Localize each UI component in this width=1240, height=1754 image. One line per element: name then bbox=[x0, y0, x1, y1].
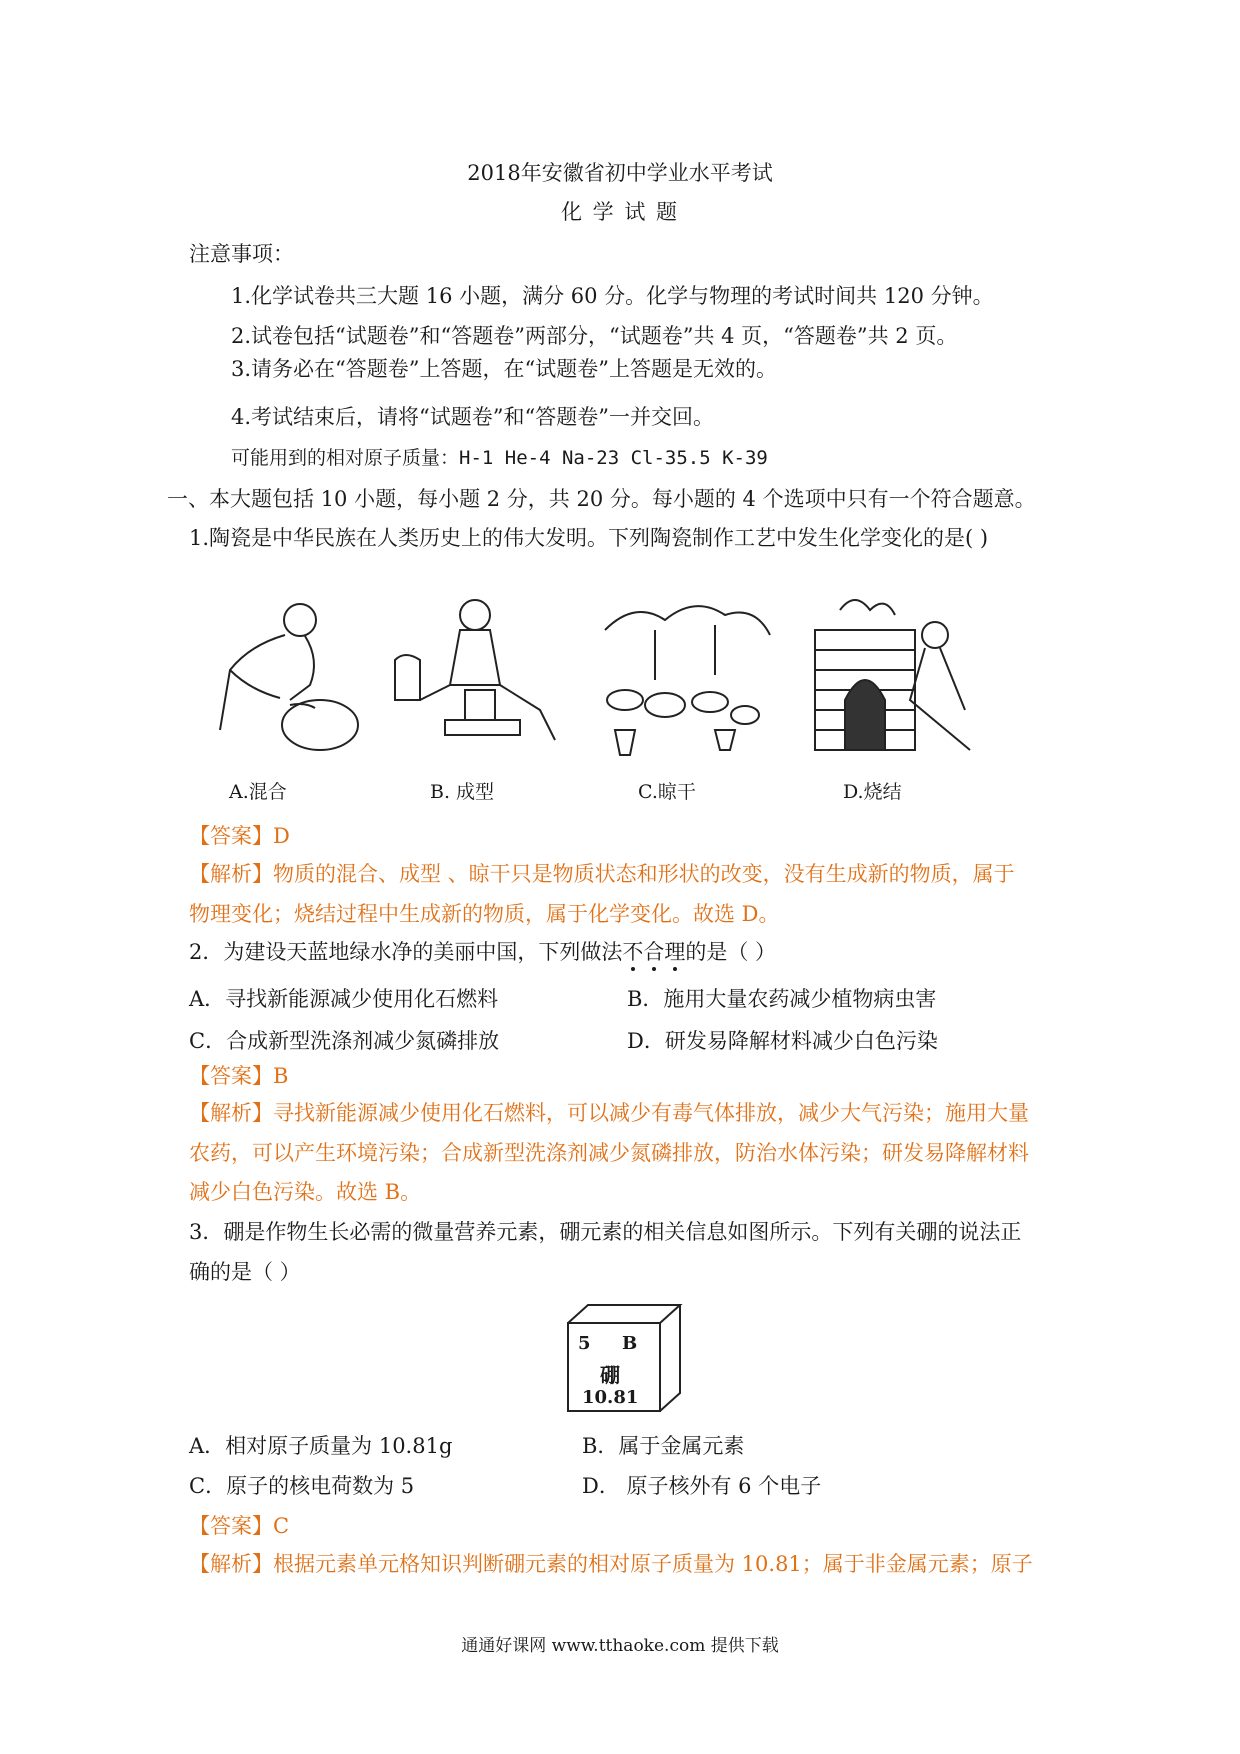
answer-value: B bbox=[273, 1064, 289, 1088]
firing-illustration bbox=[800, 590, 985, 760]
notes-item-3: 3.请务必在“答题卷”上答题，在“试题卷”上答题是无效的。 bbox=[231, 357, 777, 381]
exam-title: 2018年安徽省初中学业水平考试 bbox=[467, 161, 773, 185]
answer-value: D bbox=[273, 824, 290, 848]
section-heading: 一、本大题包括 10 小题，每小题 2 分，共 20 分。每小题的 4 个选项中只有一个符合题意。 bbox=[167, 487, 1036, 511]
q2-option-d: D．研发易降解材料减少白色污染 bbox=[627, 1029, 938, 1053]
notes-heading: 注意事项： bbox=[189, 242, 294, 266]
analysis-tag: 【解析】 bbox=[189, 862, 273, 886]
answer-tag: 【答案】 bbox=[189, 824, 273, 848]
page-footer: 通通好课网 www.tthaoke.com 提供下载 bbox=[461, 1636, 779, 1656]
q2-stem-tail: 的是（ ） bbox=[685, 940, 777, 964]
q1-analysis-line-1 bbox=[189, 860, 1015, 888]
analysis-tag: 【解析】 bbox=[189, 1101, 273, 1125]
q3-analysis-line-1 bbox=[189, 1550, 1033, 1578]
q1-option-b: B. 成型 bbox=[430, 781, 495, 803]
q2-answer bbox=[189, 1062, 288, 1090]
element-name: 硼 bbox=[600, 1363, 620, 1387]
analysis-text: 寻找新能源减少使用化石燃料，可以减少有毒气体排放，减少大气污染；施用大量 bbox=[273, 1101, 1029, 1125]
analysis-tag: 【解析】 bbox=[189, 1552, 273, 1576]
q2-option-b: B．施用大量农药减少植物病虫害 bbox=[627, 987, 937, 1011]
answer-tag: 【答案】 bbox=[189, 1514, 273, 1538]
element-symbol: B bbox=[622, 1333, 638, 1354]
analysis-text: 物质的混合、成型 、晾干只是物质状态和形状的改变，没有生成新的物质，属于 bbox=[273, 862, 1015, 886]
shaping-illustration bbox=[390, 590, 575, 760]
q2-analysis-line-1 bbox=[189, 1099, 1029, 1127]
q1-option-d: D.烧结 bbox=[843, 781, 902, 803]
element-mass: 10.81 bbox=[582, 1387, 639, 1408]
analysis-text: 根据元素单元格知识判断硼元素的相对原子质量为 10.81；属于非金属元素；原子 bbox=[273, 1552, 1033, 1576]
answer-tag: 【答案】 bbox=[189, 1064, 273, 1088]
notes-item-4: 4.考试结束后，请将“试题卷”和“答题卷”一并交回。 bbox=[231, 405, 714, 429]
q3-option-c: C．原子的核电荷数为 5 bbox=[189, 1474, 415, 1498]
q1-option-c: C.晾干 bbox=[638, 781, 696, 803]
q3-option-b: B．属于金属元素 bbox=[582, 1434, 745, 1458]
q1-answer bbox=[189, 822, 290, 850]
q1-stem: 1.陶瓷是中华民族在人类历史上的伟大发明。下列陶瓷制作工艺中发生化学变化的是( ) bbox=[189, 526, 989, 550]
q3-stem-line-1: 3．硼是作物生长必需的微量营养元素，硼元素的相关信息如图所示。下列有关硼的说法正 bbox=[189, 1220, 1022, 1244]
notes-item-2: 2.试卷包括“试题卷”和“答题卷”两部分，“试题卷”共 4 页，“答题卷”共 2 页。 bbox=[231, 324, 958, 348]
q3-option-d: D． 原子核外有 6 个电子 bbox=[582, 1474, 822, 1498]
q2-analysis-line-2: 农药，可以产生环境污染；合成新型洗涤剂减少氮磷排放，防治水体污染；研发易降解材料 bbox=[189, 1141, 1029, 1165]
q3-option-a: A．相对原子质量为 10.81g bbox=[189, 1434, 453, 1458]
q2-option-c: C．合成新型洗涤剂减少氮磷排放 bbox=[189, 1029, 500, 1053]
drying-illustration bbox=[595, 590, 780, 760]
q1-option-a: A.混合 bbox=[229, 781, 287, 803]
q3-answer bbox=[189, 1512, 289, 1540]
mixing-illustration bbox=[190, 590, 375, 760]
q2-analysis-line-3: 减少白色污染。故选 B。 bbox=[189, 1180, 422, 1204]
q2-emphasis-char: 不 bbox=[622, 940, 644, 964]
element-cell bbox=[566, 1303, 686, 1413]
atomic-mass-line: 可能用到的相对原子质量：H-1 He-4 Na-23 Cl-35.5 K-39 bbox=[231, 447, 768, 469]
exam-subtitle: 化 学 试 题 bbox=[560, 200, 680, 224]
q2-stem bbox=[189, 938, 776, 966]
q1-analysis-line-2: 物理变化；烧结过程中生成新的物质，属于化学变化。故选 D。 bbox=[189, 902, 780, 926]
q2-emphasis-char: 理 bbox=[664, 940, 686, 964]
notes-item-1: 1.化学试卷共三大题 16 小题，满分 60 分。化学与物理的考试时间共 120 分钟。 bbox=[231, 284, 994, 308]
q3-stem-line-2: 确的是（ ） bbox=[189, 1260, 301, 1284]
q2-emphasis-char: 合 bbox=[643, 940, 665, 964]
q2-stem-text: 2．为建设天蓝地绿水净的美丽中国，下列做法 bbox=[189, 940, 623, 964]
q2-option-a: A．寻找新能源减少使用化石燃料 bbox=[189, 987, 499, 1011]
answer-value: C bbox=[273, 1514, 290, 1538]
element-number: 5 bbox=[578, 1333, 591, 1354]
